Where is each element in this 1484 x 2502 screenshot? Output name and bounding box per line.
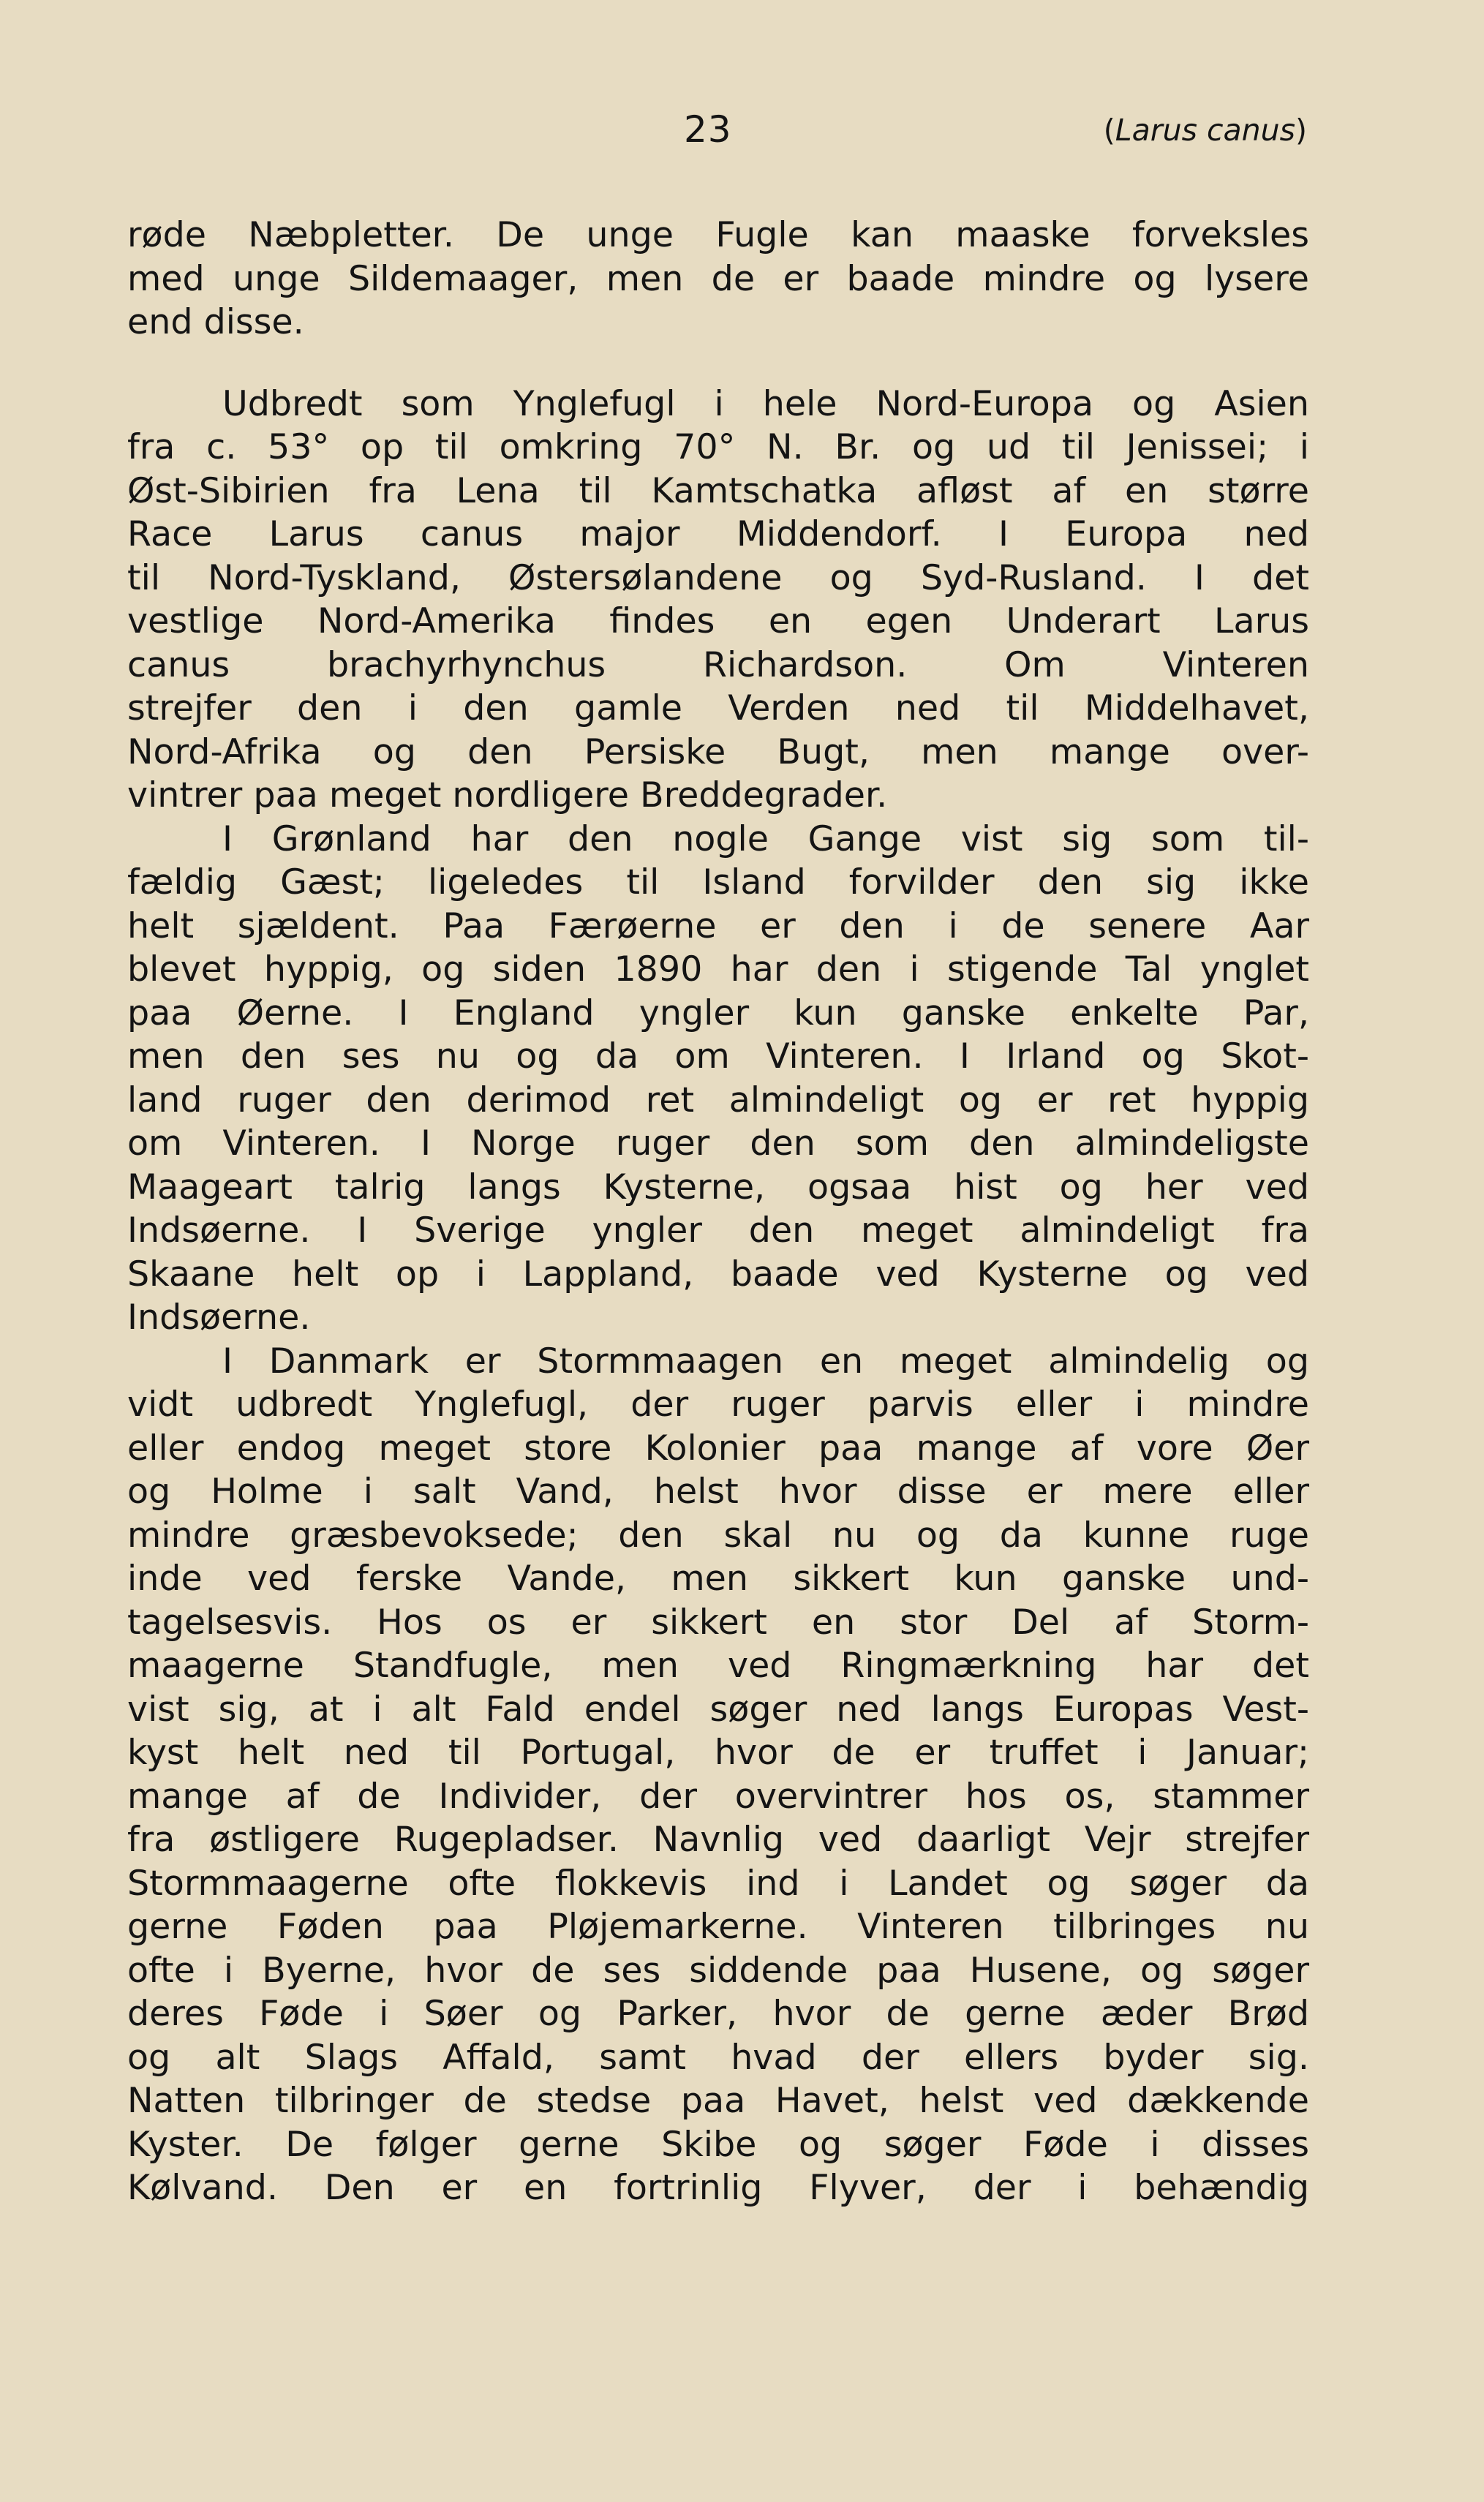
text-line: til Nord-Tyskland, Østersølandene og Syd-Rusland. I det — [127, 557, 1309, 598]
text-line: Øst-Sibirien fra Lena til Kamtschatka afløst af en større — [127, 470, 1309, 511]
text-line: blevet hyppig, og siden 1890 har den i stigende Tal ynglet — [127, 949, 1309, 990]
text-line: vestlige Nord-Amerika findes en egen Underart Larus — [127, 601, 1309, 641]
paragraph-2 — [127, 383, 1309, 818]
paragraph-1 — [127, 214, 1309, 344]
text-line: Nord-Afrika og den Persiske Bugt, men mange over- — [127, 731, 1309, 772]
text-line: helt sjældent. Paa Færøerne er den i de senere Aar — [127, 905, 1309, 946]
text-line: Indsøerne. I Sverige yngler den meget almindeligt fra — [127, 1210, 1309, 1251]
text-line: vidt udbredt Ynglefugl, der ruger parvis eller i mindre — [127, 1384, 1309, 1425]
text-line: Maageart talrig langs Kysterne, ogsaa hist og her ved — [127, 1167, 1309, 1207]
body-text — [127, 214, 1309, 2210]
text-line: I Danmark er Stormmaagen en meget almindelig og — [222, 1341, 1309, 1382]
text-line: Skaane helt op i Lappland, baade ved Kysterne og ved — [127, 1254, 1309, 1295]
text-line: Kyster. De følger gerne Skibe og søger Føde i disses — [127, 2124, 1309, 2165]
text-line: Stormmaagerne ofte flokkevis ind i Landet og søger da — [127, 1863, 1309, 1904]
text-line: end disse. — [127, 302, 304, 342]
text-line: Kølvand. Den er en fortrinlig Flyver, der i behændig — [127, 2168, 1309, 2208]
text-line: og Holme i salt Vand, helst hvor disse er mere eller — [127, 1472, 1309, 1512]
text-line: mange af de Individer, der overvintrer hos os, stammer — [127, 1776, 1309, 1817]
text-line: Race Larus canus major Middendorf. I Europa ned — [127, 514, 1309, 554]
paragraph-3 — [127, 818, 1309, 1340]
text-line: eller endog meget store Kolonier paa mange af vore Øer — [127, 1428, 1309, 1469]
text-line: fældig Gæst; ligeledes til Island forvilder den sig ikke — [127, 862, 1309, 903]
text-line: fra c. 53° op til omkring 70° N. Br. og ud til Jenissei; i — [127, 427, 1309, 467]
text-line: om Vinteren. I Norge ruger den som den almindeligste — [127, 1123, 1309, 1164]
text-line: vist sig, at i alt Fald endel søger ned langs Europas Vest- — [127, 1689, 1309, 1730]
page-header — [0, 108, 1484, 159]
page-number: 23 — [684, 108, 732, 151]
paragraph-4 — [127, 1340, 1309, 2210]
text-line: Natten tilbringer de stedse paa Havet, helst ved dækkende — [127, 2081, 1309, 2121]
text-line: kyst helt ned til Portugal, hvor de er truffet i Januar; — [127, 1733, 1309, 1773]
text-line: tagelsesvis. Hos os er sikkert en stor Del af Storm- — [127, 1602, 1309, 1643]
text-line: fra østligere Rugepladser. Navnlig ved daarligt Vejr strejfer — [127, 1820, 1309, 1860]
text-line: deres Føde i Søer og Parker, hvor de gerne æder Brød — [127, 1994, 1309, 2034]
text-line: men den ses nu og da om Vinteren. I Irland og Skot- — [127, 1036, 1309, 1077]
text-line: land ruger den derimod ret almindeligt og er ret hyppig — [127, 1079, 1309, 1120]
text-line: ofte i Byerne, hvor de ses siddende paa Husene, og søger — [127, 1950, 1309, 1991]
paragraph-gap — [127, 344, 1309, 383]
running-head-close: ) — [1295, 113, 1307, 148]
text-line: mindre græsbevoksede; den skal nu og da kunne ruge — [127, 1515, 1309, 1556]
text-line: vintrer paa meget nordligere Breddegrader. — [127, 775, 888, 815]
text-line: maagerne Standfugle, men ved Ringmærkning har det — [127, 1646, 1309, 1686]
text-line: canus brachyrhynchus Richardson. Om Vinteren — [127, 644, 1309, 685]
text-line: paa Øerne. I England yngler kun ganske enkelte Par, — [127, 992, 1309, 1033]
text-line: strejfer den i den gamle Verden ned til Middelhavet, — [127, 688, 1309, 728]
text-line: og alt Slags Affald, samt hvad der ellers byder sig. — [127, 2037, 1309, 2078]
running-head-species: Larus canus — [1115, 113, 1295, 148]
text-line: røde Næbpletter. De unge Fugle kan maaske forveksles — [127, 215, 1309, 255]
running-head — [1104, 113, 1307, 148]
text-line: gerne Føden paa Pløjemarkerne. Vinteren tilbringes nu — [127, 1907, 1309, 1947]
text-line: Indsøerne. — [127, 1297, 311, 1338]
text-line: med unge Sildemaager, men de er baade mindre og lysere — [127, 258, 1309, 299]
text-line: Udbredt som Ynglefugl i hele Nord-Europa og Asien — [222, 383, 1309, 424]
text-line: inde ved ferske Vande, men sikkert kun ganske und- — [127, 1559, 1309, 1599]
text-line: I Grønland har den nogle Gange vist sig som til- — [222, 818, 1309, 859]
running-head-open: ( — [1103, 113, 1115, 148]
